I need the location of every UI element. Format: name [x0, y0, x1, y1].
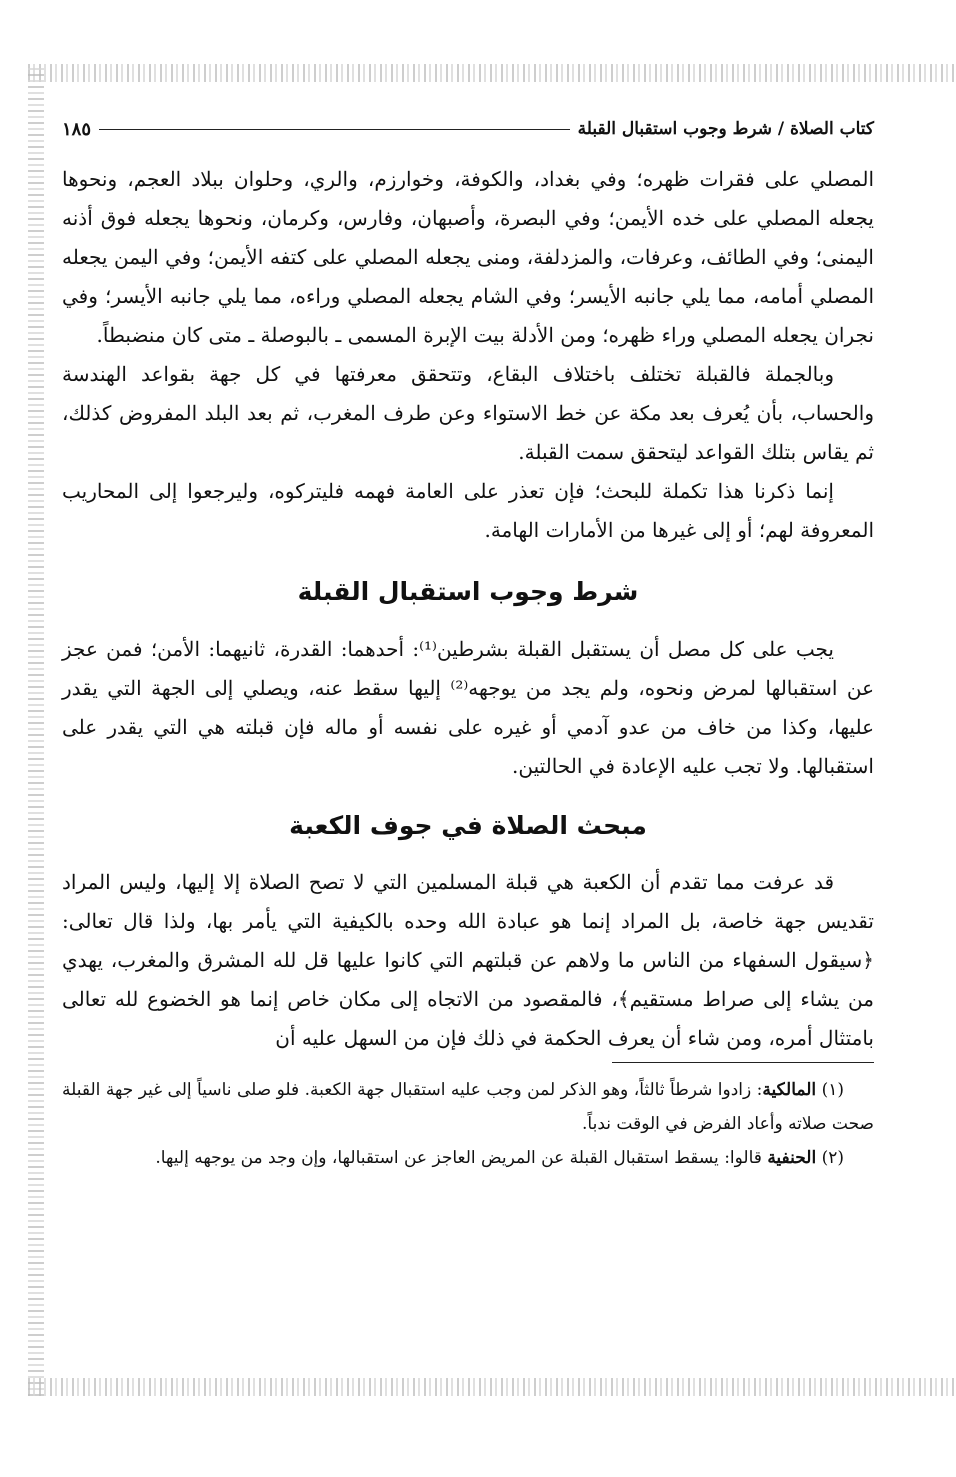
paragraph: المصلي على فقرات ظهره؛ وفي بغداد، والكوفة، وخوارزم، والري، وحلوان ببلاد العجم، ونحوها يجعله المصلي على خده الأيمن؛ وفي البصرة، وأصبهان، وفارس، وكرمان، ونحوها يجعله فوق أذنه اليمنى؛ وفي الطائف، وعرفات، والمزدلفة، ومنى يجعله المصلي على كتفه الأيمن؛ وفي اليمن يجعله المصلي أمامه، مما يلي جانبه الأيسر؛ وفي الشام يجعله المصلي وراءه، مما يلي جانبه الأيسر؛ وفي نجران يجعله المصلي وراء ظهره؛ ومن الأدلة بيت الإبرة المسمى ـ بالبوصلة ـ متى كان منضبطاً. — [62, 167, 874, 347]
footnote — [62, 1073, 874, 1141]
footnote-number: (٢) — [821, 1148, 844, 1168]
footnote-separator — [612, 1062, 874, 1063]
footnote-number: (١) — [821, 1080, 845, 1100]
footnote-text: : زادوا شرطاً ثالثاً، وهو الذكر لمن وجب عليه استقبال جهة الكعبة. فلو صلى ناسياً إلى غير جهة القبلة صحت صلاته وأعاد الفرض في الوقت ندباً. — [62, 1080, 874, 1134]
section-heading: مبحث الصلاة في جوف الكعبة — [289, 811, 647, 840]
ornamental-border-bottom — [28, 1378, 956, 1396]
footnote — [62, 1141, 874, 1175]
page-header — [62, 112, 874, 146]
ornamental-border-top — [28, 64, 956, 82]
section-heading: شرط وجوب استقبال القبلة — [297, 577, 639, 606]
paragraph: يجب على كل مصل أن يستقبل القبلة بشرطين⁽¹⁾: أحدهما: القدرة، ثانيهما: الأمن؛ فمن عجز عن استقبالها لمرض ونحوه، ولم يجد من يوجهه⁽²⁾ إليها سقط عنه، ويصلي إلى الجهة التي يقدر عليها، وكذا من خاف من عدو آدمي أو غيره على نفسه أو ماله فإن قبلته هي التي يقدر على استقبالها. ولا تجب عليه الإعادة في الحالتين. — [62, 637, 874, 778]
paragraph: قد عرفت مما تقدم أن الكعبة هي قبلة المسلمين التي لا تصح الصلاة إلا إليها، وليس المراد تقديس جهة خاصة، بل المراد إنما هو عبادة الله وحده بالكيفية التي يأمر بها، ولذا قال تعالى: ﴿سيقول السفهاء من الناس ما ولاهم عن قبلتهم التي كانوا عليها قل لله المشرق والمغرب، يهدي من يشاء إلى صراط مستقيم﴾، فالمقصود من الاتجاه إلى مكان خاص إنما هو الخضوع لله تعالى بامتثال أمره، ومن شاء أن يعرف الحكمة في ذلك فإن من السهل عليه أن — [62, 870, 874, 1050]
footnote-text: قالوا: يسقط استقبال القبلة عن المريض العاجز عن استقبالها، وإن وجد من يوجهه إليها. — [155, 1148, 768, 1168]
page-number: ١٨٥ — [62, 118, 92, 140]
page-content — [62, 160, 874, 1175]
running-title: كتاب الصلاة / شرط وجوب استقبال القبلة — [577, 119, 874, 139]
footnote-label: الحنفية — [767, 1148, 817, 1168]
ornamental-border-left — [28, 64, 44, 1396]
paragraph: وبالجملة فالقبلة تختلف باختلاف البقاع، وتتحقق معرفتها في كل جهة بقواعد الهندسة والحساب، بأن يُعرف بعد مكة عن خط الاستواء وعن طرف المغرب، ثم بعد البلد المفروض كذلك، ثم يقاس بتلك القواعد ليتحقق سمت القبلة. — [62, 362, 874, 464]
header-rule — [99, 129, 570, 130]
footnote-label: المالكية — [762, 1080, 817, 1100]
paragraph: إنما ذكرنا هذا تكملة للبحث؛ فإن تعذر على العامة فهمه فليتركوه، وليرجعوا إلى المحاريب المعروفة لهم؛ أو إلى غيرها من الأمارات الهامة. — [62, 479, 874, 542]
